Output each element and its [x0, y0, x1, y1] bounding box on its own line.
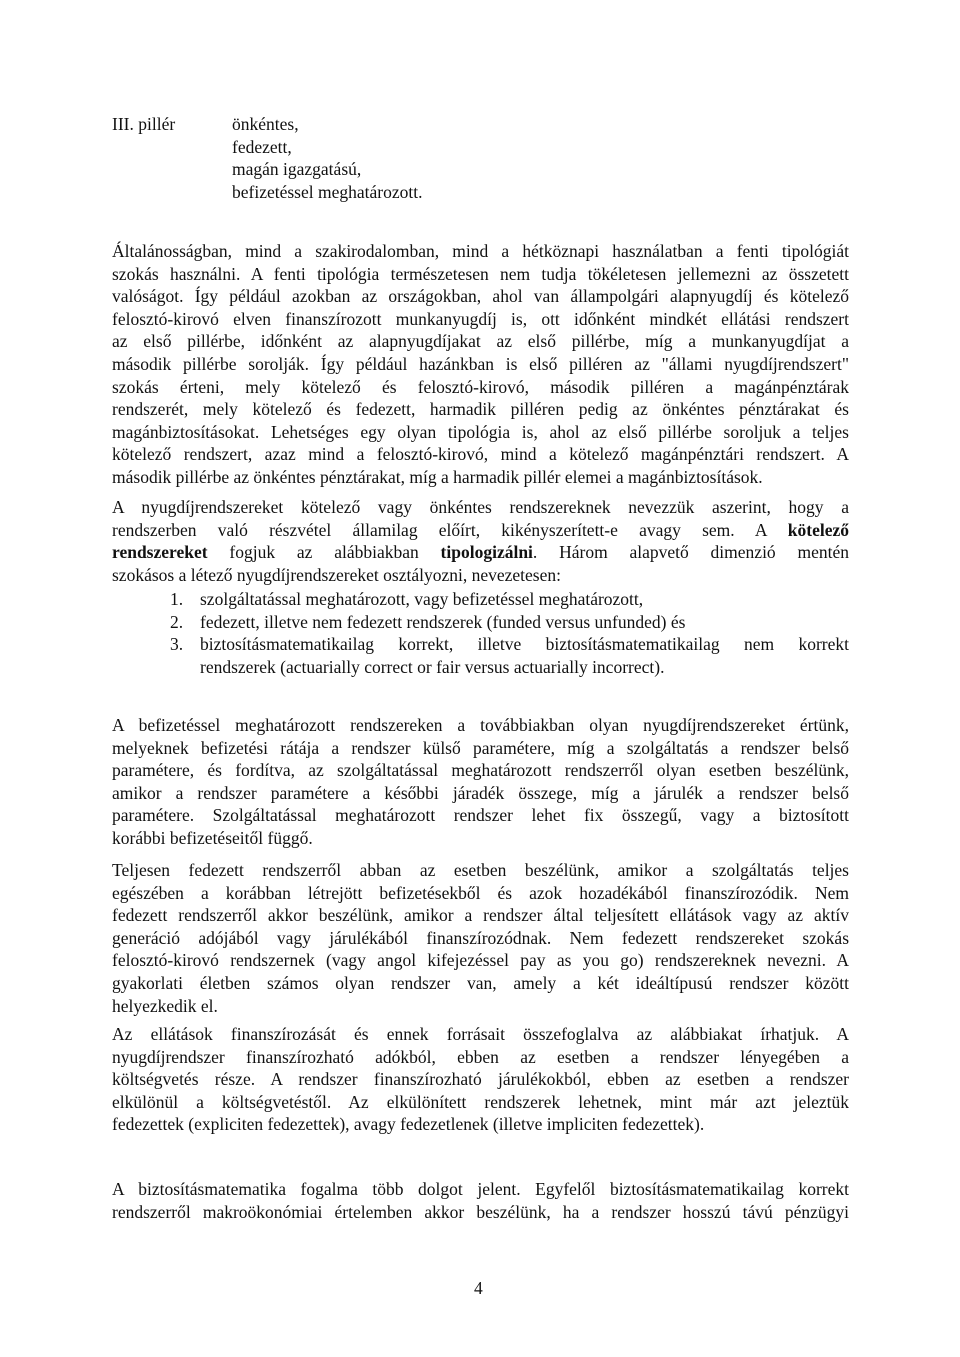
text-line: költségvetés része. A rendszer finanszírozható járulékokból, ebben az esetben a rendszer [112, 1069, 849, 1090]
paragraph-funded-systems [112, 859, 849, 1017]
paragraph-typology [112, 240, 849, 489]
list-text: fedezett, illetve nem fedezett rendszerek (funded versus unfunded) és [200, 611, 686, 632]
text-line: az első pillérbe, időnként az alapnyugdíjakat az első pillérbe, míg a munkanyugdíjat a [112, 331, 849, 352]
text-line [112, 519, 849, 542]
text-line: A befizetéssel meghatározott rendszereken a továbbiakban olyan nyugdíjrendszereket értünk, [112, 715, 849, 735]
pillar-attribute: önkéntes, [232, 114, 299, 134]
text-line: valóságot. Így például azokban az országokban, ahol van állampolgári alapnyugdíj és kötelező [112, 286, 849, 307]
text-line: Teljesen fedezett rendszerről abban az esetben beszélünk, amikor a szolgáltatás teljes [112, 860, 849, 880]
pillar-attribute: fedezett, [232, 136, 292, 157]
text-line: generáció adójából vagy járulékából finanszírozódnak. Nem fedezett rendszereket szokás [112, 927, 849, 948]
text-line: rendszerét, mely kötelező és fedezett, harmadik pilléren pedig az önkéntes pénztárakat és [112, 399, 849, 420]
list-text: szolgáltatással meghatározott, vagy befizetéssel meghatározott, [200, 589, 644, 609]
list-number: 2. [170, 611, 184, 632]
list-number: 3. [170, 634, 184, 655]
text-span: fogjuk az alábbiakban [229, 542, 419, 563]
text-line: második pillérbe sorolják. Így például hazánkban is első pilléren az "állami nyugdíjrendszert" [112, 353, 849, 374]
text-line: A nyugdíjrendszereket kötelező vagy önkéntes rendszereknek nevezzük aszerint, hogy a [112, 497, 849, 517]
list-number: 1. [170, 589, 184, 609]
text-line: gyakorlati életben számos olyan rendszer van, amely a két ideáltípusú rendszer között [112, 972, 849, 993]
dimension-list [112, 588, 849, 678]
list-text: rendszerek (actuarially correct or fair versus actuarially incorrect). [200, 656, 665, 677]
list-item [112, 633, 849, 678]
text-span: rendszerben való részvétel államilag előírt, kikényszerített-e avagy sem. A [112, 519, 767, 540]
text-line: felosztó-kirovó elven finanszírozott munkanyugdíj is, ott időnként mindkét ellátási rendszert [112, 308, 849, 329]
list-item [112, 588, 849, 611]
page-number: 4 [474, 1278, 483, 1298]
text-line [112, 541, 849, 564]
text-line: melyeknek befizetési rátája a rendszer külső paramétere, míg a szolgáltatás a rendszer belső [112, 737, 849, 758]
text-line: fedezettek (expliciten fedezettek), avagy fedezetlenek (illetve impliciten fedezettek). [112, 1114, 705, 1135]
text-line: elkülönül a költségvetéstől. Az elkülönített rendszerek lehetnek, mint már azt jeleztük [112, 1091, 849, 1112]
text-line: egészében a korábban létrejött befizetésekből és azok hozadékából finanszírozódik. Nem [112, 882, 849, 903]
text-line: második pillérbe az önkéntes pénztárakat, míg a harmadik pillér elemei a magánbiztosítások. [112, 466, 763, 487]
paragraph-actuarial [112, 1178, 849, 1223]
text-line: Az ellátások finanszírozását és ennek forrásait összefoglalva az alábbiakat írhatjuk. A [112, 1024, 849, 1044]
text-line: szokás érteni, mely kötelező és felosztó-kirovó, második pilléren a magánpénztárak [112, 376, 849, 397]
text-line: nyugdíjrendszer finanszírozható adókból, ebben az esetben a rendszer lényegében a [112, 1046, 849, 1067]
paragraph-defined-contribution [112, 714, 849, 850]
text-span: . Három alapvető dimenzió mentén [532, 542, 849, 563]
text-line: paramétere, és fordítva, az szolgáltatással meghatározott rendszerről olyan esetben beszélünk, [112, 760, 849, 781]
text-line: amikor a rendszer paramétere a későbbi járadék összege, míg a járulék a rendszer belső [112, 782, 849, 803]
pillar-attribute: magán igazgatású, [232, 159, 362, 180]
text-line: magánbiztosításokat. Lehetséges egy olyan tipológia is, ahol az első pillérbe soroljuk a teljes [112, 421, 849, 442]
text-line: fedezett rendszerről akkor beszélünk, amikor a rendszer által teljesített ellátások vagy az aktív [112, 905, 849, 926]
list-item [112, 611, 849, 634]
paragraph-financing [112, 1023, 849, 1136]
pillar-label: III. pillér [112, 114, 176, 134]
text-line: paramétere. Szolgáltatással meghatározott rendszer lehet fix összegű, vagy a biztosított [112, 805, 849, 826]
bold-term: rendszereket [112, 542, 208, 563]
bold-term: tipologizálni [440, 542, 533, 563]
paragraph-mandatory-systems [112, 496, 849, 586]
text-line: A biztosításmatematika fogalma több dolgot jelent. Egyfelől biztosításmatematikailag korrekt [112, 1179, 849, 1199]
text-line: szokás használni. A fenti tipológia természetesen nem tudja tökéletesen jellemezni az összetett [112, 263, 849, 284]
text-line: felosztó-kirovó rendszernek (vagy angol kifejezéssel pay as you go) rendszereknek nevezni. A [112, 950, 849, 971]
list-text: biztosításmatematikailag korrekt, illetve biztosításmatematikailag nem korrekt [200, 634, 849, 655]
text-line: kötelező rendszert, azaz mind a felosztó-kirovó, mind a kötelező magánpénztári rendszert. A [112, 444, 849, 465]
text-line: rendszerről makroökonómiai értelemben akkor beszélünk, ha a rendszer hosszú távú pénzügyi [112, 1201, 849, 1222]
text-line: helyezkedik el. [112, 995, 218, 1016]
pillar-attribute: befizetéssel meghatározott. [232, 181, 423, 202]
text-line: Általánosságban, mind a szakirodalomban, mind a hétköznapi használatban a fenti tipológiát [112, 241, 849, 261]
pillar-attributes [232, 113, 422, 203]
text-line: szokásos a létező nyugdíjrendszereket osztályozni, nevezetesen: [112, 564, 561, 585]
bold-term: kötelező [787, 519, 849, 540]
text-line: korábbi befizetéseitől függő. [112, 827, 313, 848]
